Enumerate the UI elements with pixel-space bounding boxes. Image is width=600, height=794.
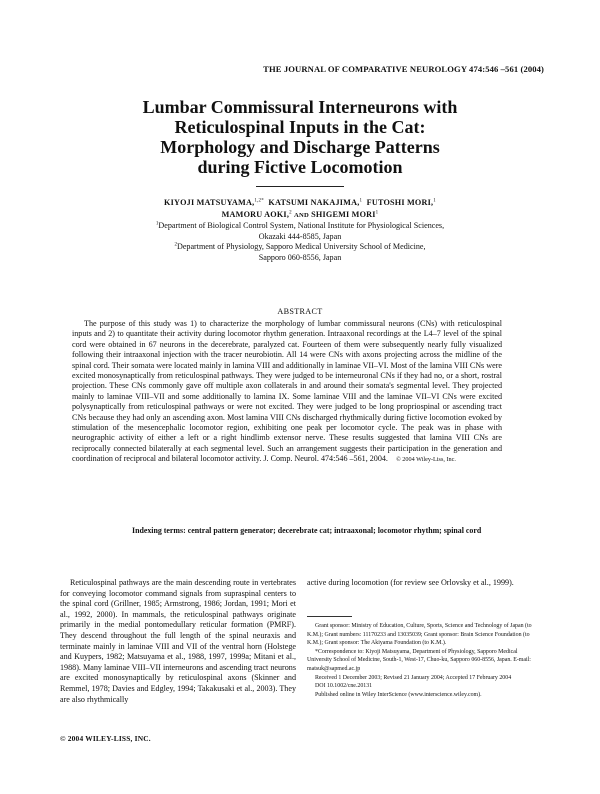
author-name: KIYOJI MATSUYAMA,: [164, 198, 255, 207]
affiliation-1-line-2: Okazaki 444-8585, Japan: [258, 231, 342, 241]
indexing-terms: [132, 526, 504, 537]
indexing-terms-list: central pattern generator; decerebrate cat; intraaxonal; locomotor rhythm; spinal cord: [187, 526, 482, 535]
abstract-text: The purpose of this study was 1) to characterize the morphology of lumbar commissural neurons (CNs) with reticulospinal inputs and 2) to quantitate their activity during locomotor rhythm generation. Intraaxonal recordings at the L4–7 level of the spinal cord were obtained in 67 neurons in the decerebrate, paralyzed cat. Fourteen of them were subsequently nearly fully visualized following their intraaxonal injection with the tracer neurobiotin. All 14 were CNs with axons projecting across the midline of the spinal cord. Their somata were located mainly in lamina VIII and additionally in laminae VII–VI. Most of the lamina VIII CNs were excited monosynaptically from reticulospinal pathways. They were judged to be interneuronal CNs if they had no, or a short, rostral projection. These CNs commonly gave off multiple axon collaterals in and around their somata's segmental level. They projected mainly to laminae VIII–VII and some additionally to lamina IX. Some laminae VIII and the laminae VII–VI CNs were excited polysynaptically from reticulospinal pathways or were not excited. They were judged to be long propriospinal or ascending tract CNs because they had only an ascending axon. Most lamina VIII CNs discharged rhythmically during fictive locomotion evoked by stimulation of the mesencephalic locomotor region, exhibiting one peak per locomotor cycle. The peak was in phase with neurographic activity of either a left or a right hindlimb extensor nerve. These results suggested that lamina VIII CNs are reciprocally connected bilaterally at each segmental level. Such an arrangement suggests their participation in the generation and coordination of reciprocal and bilateral locomotor activity. J. Comp. Neurol. 474:546 –561, 2004.: [72, 319, 502, 464]
footnote-correspondence: Correspondence to: Kiyoji Matsuyama, Department of Physiology, Sapporo Medical University School of Medicine, South-1, West-17, Chuo-ku, Sapporo 060-8556, Japan. E-mail: matsuk@sapmed.ac.jp: [307, 648, 531, 672]
author-name: SHIGEMI MORI: [311, 209, 376, 219]
author-name: KATSUMI NAKAJIMA,: [268, 198, 360, 207]
affiliation-2-line-1: Department of Physiology, Sapporo Medical University School of Medicine,: [176, 242, 426, 251]
affil-marker: 1: [155, 221, 159, 227]
body-column-left: Reticulospinal pathways are the main descending route in vertebrates for conveying locomotor command signals from supraspinal centers to the spinal cord (Grillner, 1985; Armstrong, 1986; Jordan, 1991; Mori et al., 1992, 2000). In mammals, the reticulospinal pathways originate primarily in the medial pontomedullary reticular formation (PMRF). They descend throughout the full length of the spinal neuraxis and terminate mainly in laminae VIII and VII of the ventral horn (Holstege and Kuypers, 1982; Matsuyama et al., 1988, 1997, 1999a; Mitani et al., 1988). Many laminae VIII–VII interneurons and ascending tract neurons are excited monosynaptically by reticulospinal axons (Skinner and Remmel, 1978; Davies and Edgley, 1994; Takakusaki et al., 2003). They are also rhythmically: [60, 578, 296, 704]
author-and: AND: [294, 211, 309, 219]
author-affil-marker: 1: [375, 209, 379, 215]
title-line: during Fictive Locomotion: [197, 157, 403, 177]
indexing-terms-label: Indexing terms:: [132, 526, 186, 535]
author-name: MAMORU AOKI,: [221, 209, 290, 219]
author-list: [60, 197, 540, 221]
author-affil-marker: 1: [359, 198, 363, 204]
abstract-body: [72, 319, 502, 466]
affiliation-2-line-2: Sapporo 060-8556, Japan: [258, 252, 342, 262]
title-divider: [256, 186, 344, 187]
author-affil-marker: 2: [289, 209, 292, 215]
journal-header: THE JOURNAL OF COMPARATIVE NEUROLOGY 474:546 –561 (2004): [263, 64, 544, 74]
author-name: FUTOSHI MORI,: [366, 198, 434, 207]
body-column-right: active during locomotion (for review see Orlovsky et al., 1999).: [307, 578, 514, 587]
footer-copyright: © 2004 WILEY-LISS, INC.: [60, 734, 151, 743]
footnote-received: Received 1 December 2003; Revised 21 January 2004; Accepted 17 February 2004: [315, 674, 512, 681]
footnote-published: Published online in Wiley InterScience (www.interscience.wiley.com).: [315, 691, 482, 698]
title-line: Lumbar Commissural Interneurons with: [142, 97, 458, 117]
affiliations: [60, 221, 540, 263]
abstract-copyright: © 2004 Wiley-Liss, Inc.: [396, 456, 456, 464]
author-affil-marker: 1,2*: [254, 198, 264, 204]
footnote-divider: [307, 616, 352, 617]
footnote-doi: DOI 10.1002/cne.20131: [315, 683, 373, 690]
footnote-grant: Grant sponsor: Ministry of Education, Culture, Sports, Science and Technology of Japan (to K.M.); Grant numbers: 11170233 and 13035039; Grant sponsor: Brain Science Foundation (to K.M.); Grant sponsor: The Akiyama Foundation (to K.M.).: [307, 623, 532, 647]
affil-marker: 2: [174, 242, 177, 248]
author-affil-marker: 1: [433, 198, 436, 204]
affiliation-1-line-1: Department of Biological Control System, National Institute for Physiological Sciences,: [158, 221, 445, 230]
abstract-heading: ABSTRACT: [277, 307, 323, 316]
footnote-corr-marker: *: [315, 648, 318, 655]
paper-title: [60, 97, 540, 177]
title-line: Morphology and Discharge Patterns: [160, 137, 440, 157]
title-line: Reticulospinal Inputs in the Cat:: [174, 117, 426, 137]
footnotes: [307, 622, 543, 699]
